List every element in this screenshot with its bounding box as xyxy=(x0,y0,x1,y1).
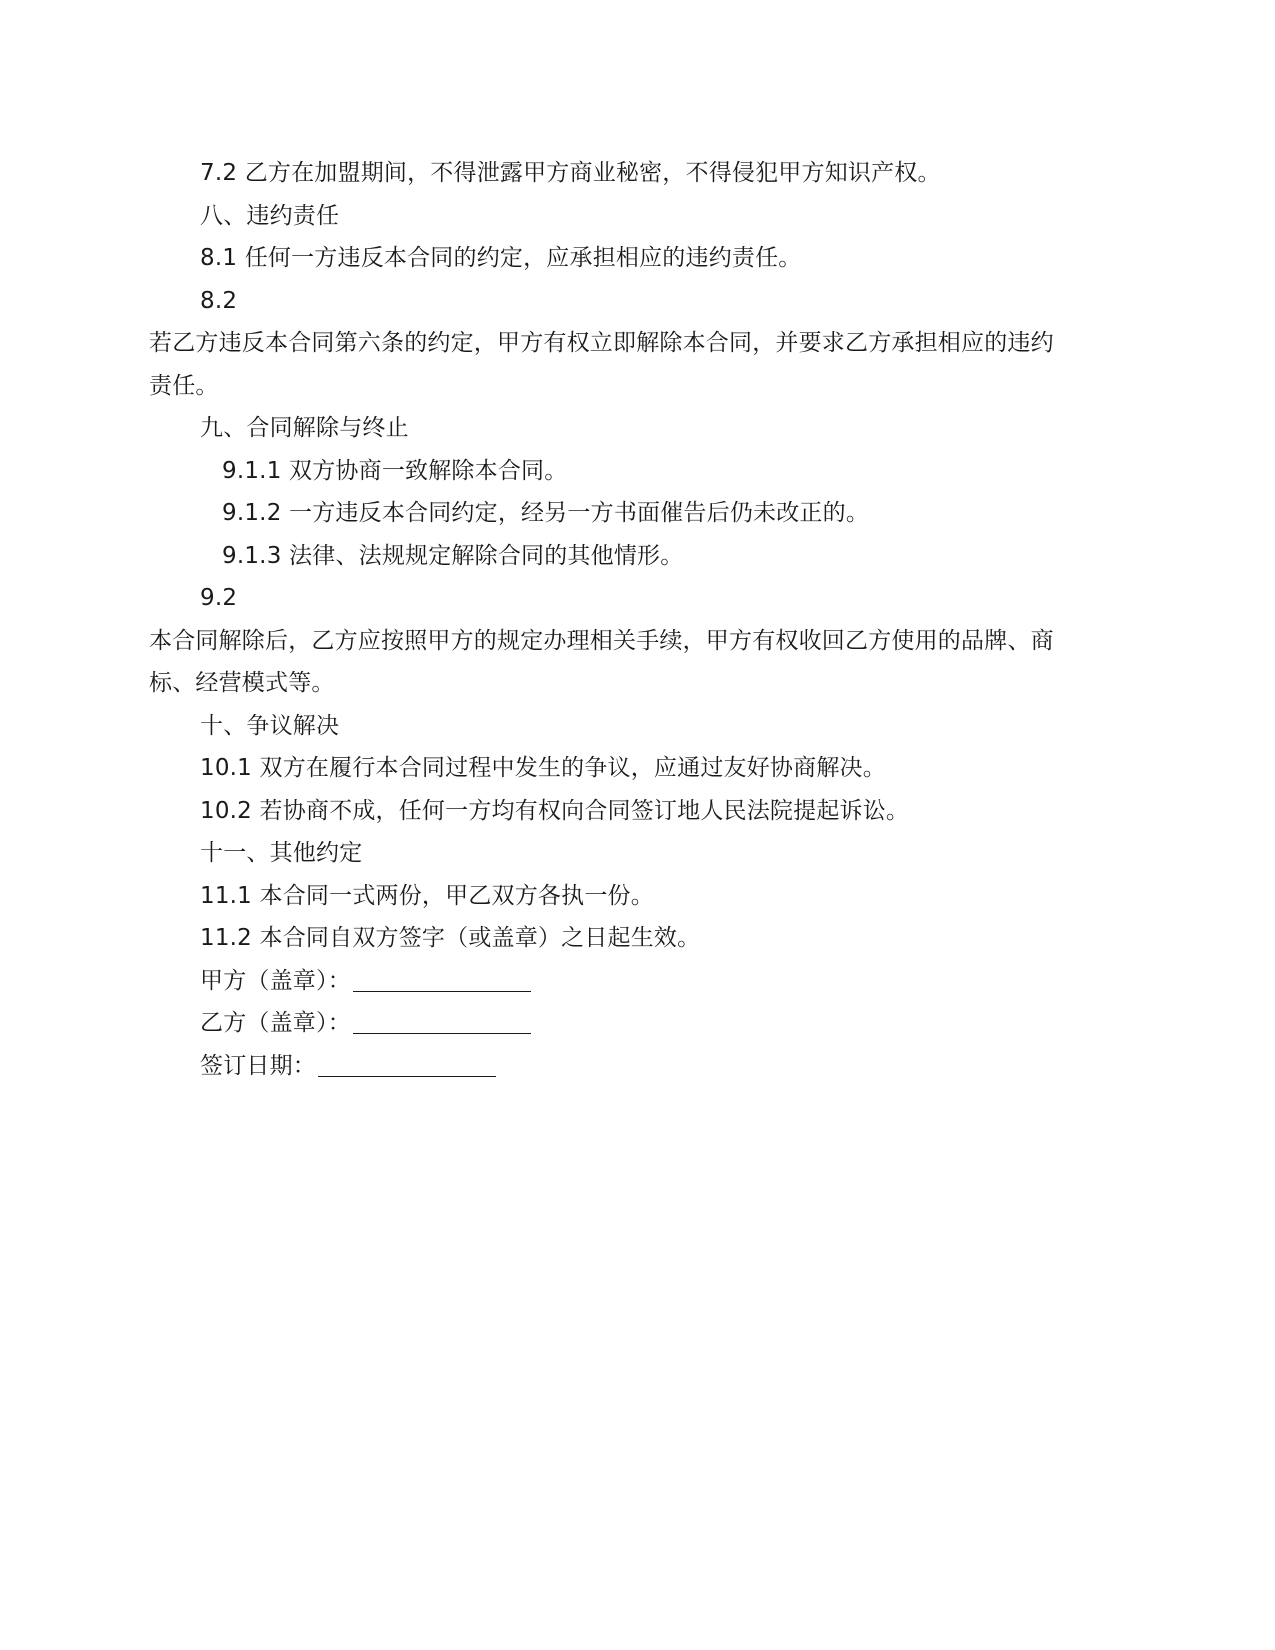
party-b-signature-line xyxy=(149,1002,1129,1045)
party-a-label: 甲方（盖章）： xyxy=(200,967,351,994)
sign-date-blank xyxy=(318,1054,496,1077)
clause-9-1-2: 9.1.2 一方违反本合同约定，经另一方书面催告后仍未改正的。 xyxy=(222,500,870,526)
clause-9-2-text: 本合同解除后，乙方应按照甲方的规定办理相关手续，甲方有权收回乙方使用的品牌、商 xyxy=(149,627,1054,654)
clause-8-2-text-cont: 责任。 xyxy=(149,372,219,399)
clause-8-1: 8.1 任何一方违反本合同的约定，应承担相应的违约责任。 xyxy=(200,245,802,271)
clause-8-2-text: 若乙方违反本合同第六条的约定，甲方有权立即解除本合同，并要求乙方承担相应的违约 xyxy=(149,330,1054,356)
sign-date-label: 签订日期： xyxy=(200,1052,316,1079)
clause-10-1: 10.1 双方在履行本合同过程中发生的争议，应通过友好协商解决。 xyxy=(200,755,886,781)
clause-9-2-number: 9.2 xyxy=(200,585,238,611)
clause-11-1: 11.1 本合同一式两份，甲乙双方各执一份。 xyxy=(200,882,654,909)
clause-11-2: 11.2 本合同自双方签字（或盖章）之日起生效。 xyxy=(200,925,701,951)
clause-7-2: 7.2 乙方在加盟期间，不得泄露甲方商业秘密，不得侵犯甲方知识产权。 xyxy=(200,160,941,186)
party-b-label: 乙方（盖章）： xyxy=(200,1010,351,1036)
party-a-signature-blank xyxy=(353,969,531,992)
contract-body xyxy=(149,152,1129,1087)
sign-date-line xyxy=(149,1045,1129,1088)
party-b-signature-blank xyxy=(353,1011,531,1034)
section-heading-11: 十一、其他约定 xyxy=(200,840,363,866)
section-heading-9: 九、合同解除与终止 xyxy=(200,415,409,441)
clause-8-2-number: 8.2 xyxy=(200,287,238,314)
clause-9-1-1: 9.1.1 双方协商一致解除本合同。 xyxy=(222,457,568,484)
section-heading-8: 八、违约责任 xyxy=(200,202,340,229)
section-heading-10: 十、争议解决 xyxy=(200,712,340,739)
clause-9-2-text-cont: 标、经营模式等。 xyxy=(149,670,335,696)
clause-9-1-3: 9.1.3 法律、法规规定解除合同的其他情形。 xyxy=(222,542,684,569)
clause-10-2: 10.2 若协商不成，任何一方均有权向合同签订地人民法院提起诉讼。 xyxy=(200,797,910,824)
party-a-signature-line xyxy=(149,960,1129,1003)
